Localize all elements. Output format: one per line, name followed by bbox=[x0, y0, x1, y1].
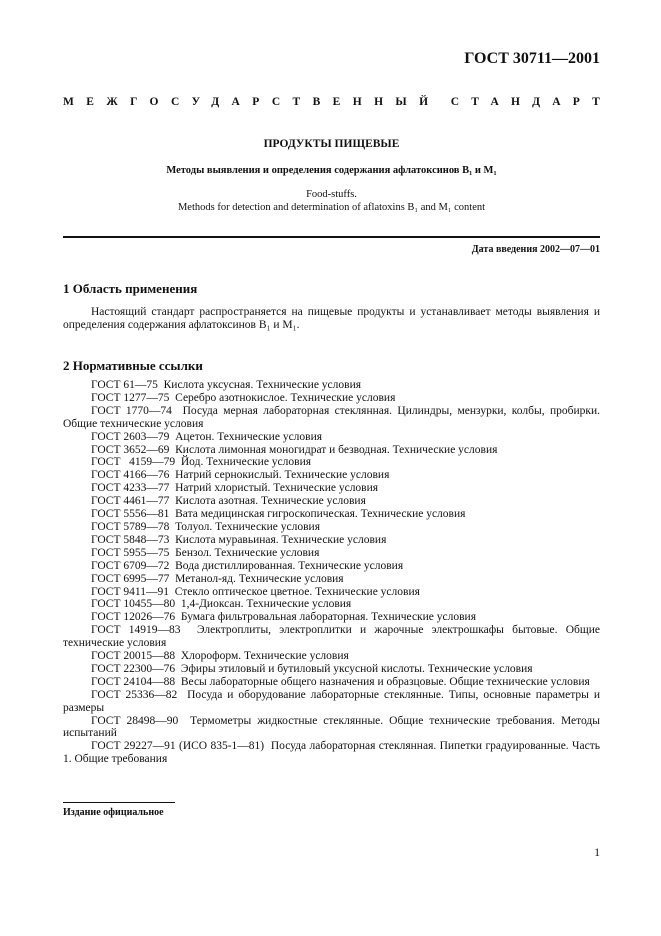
english-title-line: Food-stuffs. bbox=[306, 189, 357, 200]
reference-item: ГОСТ 22300—76 Эфиры этиловый и бутиловый уксусной кислоты. Технические условия bbox=[91, 662, 533, 675]
heading-word: СТАНДАРТ bbox=[450, 96, 612, 108]
reference-item: ГОСТ 10455—80 1,4-Диоксан. Технические условия bbox=[91, 598, 352, 611]
section-paragraph: Настоящий стандарт распространяется на пищевые продукты и устанавливает методы выявления и определения содержания афлатоксинов B₁ и M₁. bbox=[63, 306, 600, 331]
reference-item: ГОСТ 4233—77 Натрий хлористый. Технические условия bbox=[91, 482, 379, 495]
reference-item: ГОСТ 4159—79 Йод. Технические условия bbox=[91, 456, 312, 469]
reference-item: ГОСТ 24104—88 Весы лабораторные общего назначения и образцовые. Общие технические условия bbox=[91, 675, 590, 688]
reference-item: ГОСТ 25336—82 Посуда и оборудование лабораторные стеклянные. Типы, основные параметры и размеры bbox=[63, 688, 603, 714]
reference-item: ГОСТ 6709—72 Вода дистиллированная. Технические условия bbox=[91, 559, 404, 572]
section-heading: 1 Область применения bbox=[63, 281, 198, 296]
english-title-line: Methods for detection and determination of aflatoxins B₁ and M₁ content bbox=[177, 202, 486, 213]
reference-item: ГОСТ 4461—77 Кислота азотная. Технические условия bbox=[91, 495, 366, 508]
divider bbox=[63, 236, 600, 238]
footer-divider bbox=[63, 802, 175, 803]
document-subtitle: Методы выявления и определения содержания афлатоксинов B₁ и M₁ bbox=[166, 165, 497, 176]
reference-item: ГОСТ 2603—79 Ацетон. Технические условия bbox=[91, 430, 323, 443]
reference-item: ГОСТ 5556—81 Вата медицинская гигроскопическая. Технические условия bbox=[91, 508, 466, 521]
reference-item: ГОСТ 28498—90 Термометры жидкостные стеклянные. Общие технические требования. Методы испытаний bbox=[63, 714, 603, 740]
reference-item: ГОСТ 5789—78 Толуол. Технические условия bbox=[91, 520, 320, 533]
reference-item: ГОСТ 29227—91 (ИСО 835-1—81) Посуда лабораторная стеклянная. Пипетки градуированные. Часть 1. Общие требования bbox=[63, 740, 603, 766]
page-number: 1 bbox=[594, 847, 600, 859]
reference-item: ГОСТ 20015—88 Хлороформ. Технические условия bbox=[91, 650, 349, 663]
document-code: ГОСТ 30711—2001 bbox=[464, 50, 600, 67]
reference-item: ГОСТ 1770—74 Посуда мерная лабораторная стеклянная. Цилиндры, мензурки, колбы, пробирки. Общие технические условия bbox=[63, 404, 603, 430]
reference-item: ГОСТ 14919—83 Электроплиты, электроплитки и жарочные электрошкафы бытовые. Общие технические условия bbox=[63, 624, 603, 650]
reference-item: ГОСТ 6995—77 Метанол-яд. Технические условия bbox=[91, 572, 344, 585]
document-title: ПРОДУКТЫ ПИЩЕВЫЕ bbox=[263, 138, 400, 150]
reference-item: ГОСТ 5848—73 Кислота муравьиная. Технические условия bbox=[91, 533, 387, 546]
heading-word: МЕЖГОСУДАРСТВЕННЫЙ bbox=[63, 96, 441, 108]
normative-references-list bbox=[63, 379, 603, 766]
reference-item: ГОСТ 9411—91 Стекло оптическое цветное. Технические условия bbox=[91, 585, 420, 598]
edition-label: Издание официальное bbox=[63, 807, 164, 818]
reference-item: ГОСТ 61—75 Кислота уксусная. Технические условия bbox=[91, 379, 362, 391]
reference-item: ГОСТ 12026—76 Бумага фильтровальная лабораторная. Технические условия bbox=[91, 611, 476, 624]
reference-item: ГОСТ 5955—75 Бензол. Технические условия bbox=[91, 546, 320, 559]
reference-item: ГОСТ 4166—76 Натрий сернокислый. Технические условия bbox=[91, 469, 390, 482]
reference-item: ГОСТ 3652—69 Кислота лимонная моногидрат и безводная. Технические условия bbox=[91, 443, 498, 456]
standard-type-heading bbox=[63, 96, 612, 108]
reference-item: ГОСТ 1277—75 Серебро азотнокислое. Технические условия bbox=[91, 391, 396, 404]
section-heading: 2 Нормативные ссылки bbox=[63, 358, 203, 373]
effective-date: Дата введения 2002—07—01 bbox=[471, 244, 600, 255]
